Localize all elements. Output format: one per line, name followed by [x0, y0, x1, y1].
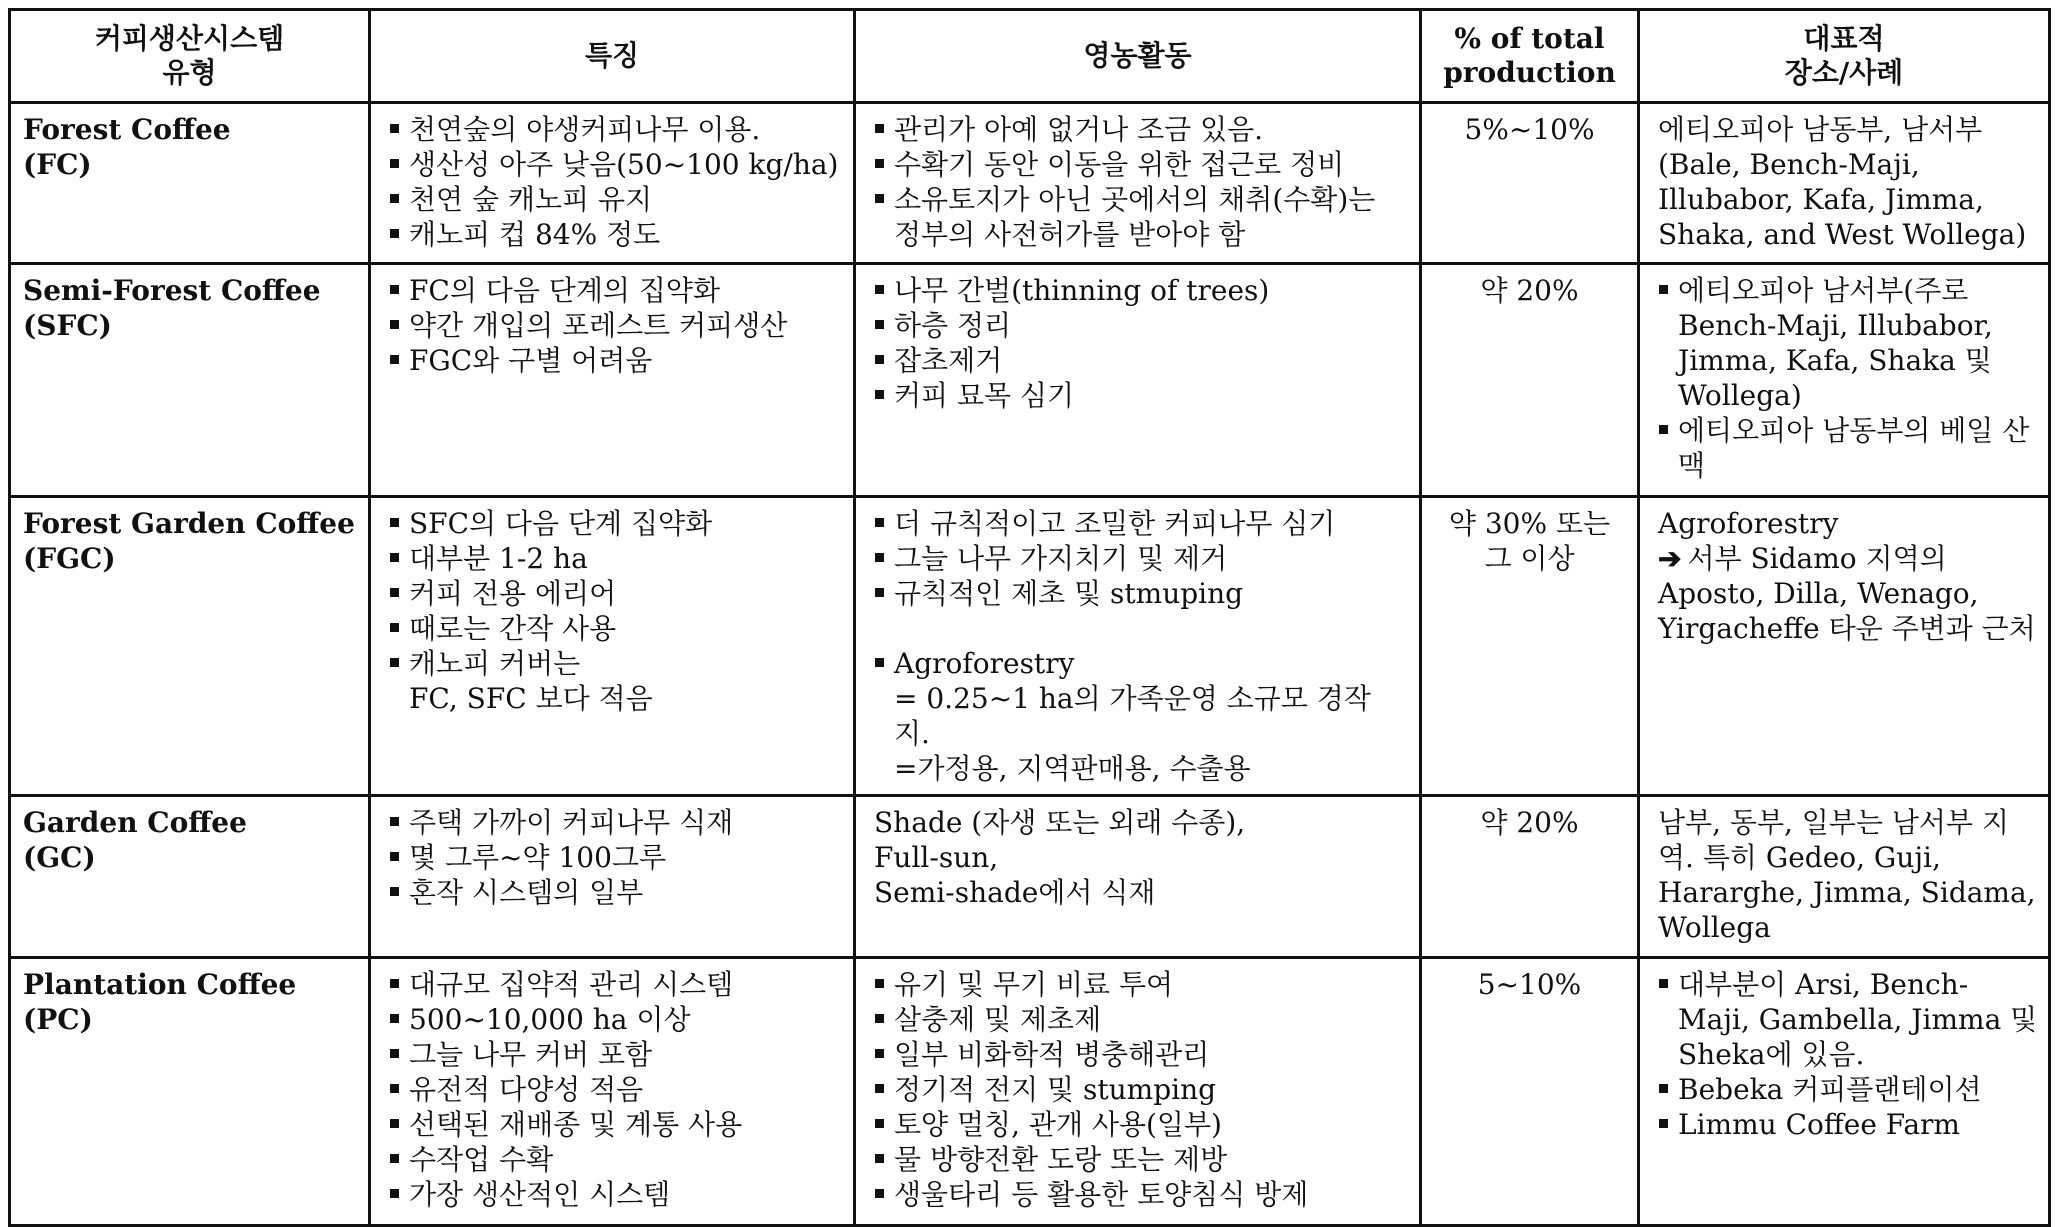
list-item: 살충제 및 제초제: [874, 1002, 1405, 1037]
features-cell: [370, 264, 855, 497]
header-type: 커피생산시스템 유형: [10, 10, 370, 103]
features-cell: [370, 958, 855, 1226]
list-item: 대규모 집약적 관리 시스템: [389, 967, 839, 1002]
location-cell: [1639, 264, 2050, 497]
list-item: 천연숲의 야생커피나무 이용.: [389, 112, 839, 147]
list-item: 토양 멀칭, 관개 사용(일부): [874, 1107, 1405, 1142]
list-item: 하층 정리: [874, 308, 1405, 343]
header-pct: % of total production: [1421, 10, 1639, 103]
list-item: 에티오피아 남서부(주로 Bench-Maji, Illubabor, Jimma, Kafa, Shaka 및 Wollega): [1658, 273, 2038, 413]
list-item: 더 규칙적이고 조밀한 커피나무 심기: [874, 506, 1405, 541]
activity-detail: = 0.25~1 ha의 가족운영 소규모 경작지.: [894, 682, 1371, 750]
list-item: Bebeka 커피플랜테이션: [1658, 1072, 2038, 1107]
list-item: 그늘 나무 커버 포함: [389, 1037, 839, 1072]
table-row: [10, 958, 2050, 1226]
header-activities: 영농활동: [855, 10, 1421, 103]
activity-detail: =가정용, 지역판매용, 수출용: [894, 752, 1251, 785]
activities-cell: [855, 958, 1421, 1226]
list-item: FC의 다음 단계의 집약화: [389, 273, 839, 308]
list-item: 일부 비화학적 병충해관리: [874, 1037, 1405, 1072]
list-item: 500~10,000 ha 이상: [389, 1002, 839, 1037]
list-item: 에티오피아 남동부의 베일 산맥: [1658, 413, 2038, 483]
list-item: FGC와 구별 어려움: [389, 343, 839, 378]
list-item: 커피 묘목 심기: [874, 378, 1405, 413]
location-cell: [1639, 958, 2050, 1226]
list-item: 수확기 동안 이동을 위한 접근로 정비: [874, 147, 1405, 182]
list-item: 때로는 간작 사용: [389, 611, 839, 646]
pct-cell: 5%~10%: [1421, 103, 1639, 264]
header-location: 대표적 장소/사례: [1639, 10, 2050, 103]
list-item: 나무 간벌(thinning of trees): [874, 273, 1405, 308]
list-item: 가장 생산적인 시스템: [389, 1177, 839, 1212]
list-item: 정기적 전지 및 stumping: [874, 1072, 1405, 1107]
list-item: 그늘 나무 가지치기 및 제거: [874, 541, 1405, 576]
list-item: 캐노피 컵 84% 정도: [389, 217, 839, 252]
list-item: 소유토지가 아닌 곳에서의 채취(수확)는 정부의 사전허가를 받아야 함: [874, 182, 1405, 252]
list-item: 유기 및 무기 비료 투여: [874, 967, 1405, 1002]
pct-cell: 약 20%: [1421, 264, 1639, 497]
list-item: Agroforestry: [874, 646, 1405, 681]
list-item: 물 방향전환 도랑 또는 제방: [874, 1142, 1405, 1177]
location-cell: 에티오피아 남동부, 남서부 (Bale, Bench-Maji, Illubabor, Kafa, Jimma, Shaka, and West Wollega): [1639, 103, 2050, 264]
list-item: 커피 전용 에리어: [389, 576, 839, 611]
list-item: 유전적 다양성 적음: [389, 1072, 839, 1107]
pct-cell: 5~10%: [1421, 958, 1639, 1226]
features-continuation: FC, SFC 보다 적음: [409, 682, 653, 715]
type-cell: Forest Garden Coffee (FGC): [10, 497, 370, 796]
list-item: 대부분이 Arsi, Bench-Maji, Gambella, Jimma 및 Sheka에 있음.: [1658, 967, 2038, 1072]
type-cell: Plantation Coffee (PC): [10, 958, 370, 1226]
list-item: 잡초제거: [874, 343, 1405, 378]
features-cell: [370, 796, 855, 958]
list-item: 혼작 시스템의 일부: [389, 875, 839, 910]
table-row: [10, 264, 2050, 497]
list-item: 규칙적인 제초 및 stmuping: [874, 576, 1405, 611]
list-item: 몇 그루~약 100그루: [389, 840, 839, 875]
list-item: 약간 개입의 포레스트 커피생산: [389, 308, 839, 343]
header-features: 특징: [370, 10, 855, 103]
features-cell: [370, 497, 855, 796]
coffee-system-table: [8, 8, 2051, 1227]
list-item: 캐노피 커버는: [389, 646, 839, 681]
type-cell: Garden Coffee (GC): [10, 796, 370, 958]
spacer: [874, 611, 1405, 646]
list-item: 생산성 아주 낮음(50~100 kg/ha): [389, 147, 839, 182]
list-item: 천연 숲 캐노피 유지: [389, 182, 839, 217]
pct-cell: 약 30% 또는 그 이상: [1421, 497, 1639, 796]
table-row: [10, 796, 2050, 958]
activities-cell: [855, 264, 1421, 497]
type-cell: Semi-Forest Coffee (SFC): [10, 264, 370, 497]
list-item: 수작업 수확: [389, 1142, 839, 1177]
location-cell: Agroforestry ➔ 서부 Sidamo 지역의 Aposto, Dilla, Wenago, Yirgacheffe 타운 주변과 근처: [1639, 497, 2050, 796]
list-item: SFC의 다음 단계 집약화: [389, 506, 839, 541]
header-row: [10, 10, 2050, 103]
list-item: 생울타리 등 활용한 토양침식 방제: [874, 1177, 1405, 1212]
list-item: 선택된 재배종 및 계통 사용: [389, 1107, 839, 1142]
activities-cell: [855, 497, 1421, 796]
pct-cell: 약 20%: [1421, 796, 1639, 958]
list-item: 관리가 아예 없거나 조금 있음.: [874, 112, 1405, 147]
right-arrow-icon: ➔: [1658, 542, 1682, 575]
location-cell: 남부, 동부, 일부는 남서부 지역. 특히 Gedeo, Guji, Hararghe, Jimma, Sidama, Wollega: [1639, 796, 2050, 958]
activities-cell: Shade (자생 또는 외래 수종), Full-sun, Semi-shade에서 식재: [855, 796, 1421, 958]
type-cell: Forest Coffee (FC): [10, 103, 370, 264]
list-item: Limmu Coffee Farm: [1658, 1107, 2038, 1142]
list-item: 대부분 1-2 ha: [389, 541, 839, 576]
list-item: 주택 가까이 커피나무 식재: [389, 805, 839, 840]
features-cell: [370, 103, 855, 264]
table-row: [10, 497, 2050, 796]
activities-cell: [855, 103, 1421, 264]
table-row: [10, 103, 2050, 264]
